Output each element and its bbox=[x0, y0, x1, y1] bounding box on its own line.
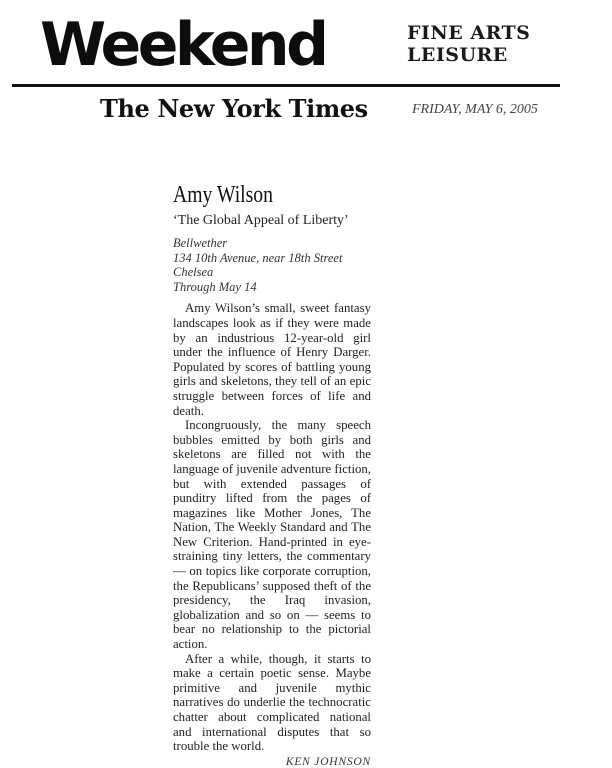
masthead-rule bbox=[12, 84, 560, 87]
paragraph: Incongruously, the many speech bubbles emitted by both girls and skeletons are filled not with the language of juvenile adventure fiction, but with extended passages of punditry lifted from the pages of magazines like Mother Jones, The Nation, The Weekly Standard and The New Criterion. Hand-printed in eye-straining tiny letters, the commentary — on topics like corporate corruption, the Republicans’ supposed theft of the presidency, the Iraq invasion, globalization and so on — seems to bear no relationship to the pictorial action. bbox=[173, 418, 371, 652]
dateline: FRIDAY, MAY 6, 2005 bbox=[412, 102, 538, 117]
section-labels bbox=[407, 22, 567, 66]
section-label-fine-arts: FINE ARTS bbox=[407, 22, 531, 44]
article-body bbox=[173, 301, 371, 753]
exhibition-dates: Through May 14 bbox=[173, 279, 257, 294]
masthead-title: Weekend bbox=[40, 10, 326, 80]
paragraph: Amy Wilson’s small, sweet fantasy landscapes look as if they were made by an industrious 12-year-old girl under the influence of Henry Darger. Populated by scores of battling young girls and skeletons, they tell of an epic struggle between forces of life and death. bbox=[173, 301, 371, 418]
exhibition-info bbox=[173, 236, 371, 294]
show-title: ‘The Global Appeal of Liberty’ bbox=[173, 213, 349, 228]
article-headline: Amy Wilson bbox=[173, 182, 273, 208]
article bbox=[173, 180, 371, 768]
neighborhood: Chelsea bbox=[173, 265, 214, 280]
newspaper-name: The New York Times bbox=[100, 94, 368, 123]
section-label-leisure: LEISURE bbox=[407, 44, 508, 66]
venue: Bellwether bbox=[173, 236, 228, 250]
address: 134 10th Avenue, near 18th Street bbox=[173, 250, 343, 265]
byline: KEN JOHNSON bbox=[285, 755, 371, 768]
paragraph: After a while, though, it starts to make a certain poetic sense. Maybe primitive and juvenile mythic narratives do underlie the technocratic chatter about complicated national and international disputes that so trouble the world. bbox=[173, 651, 371, 754]
